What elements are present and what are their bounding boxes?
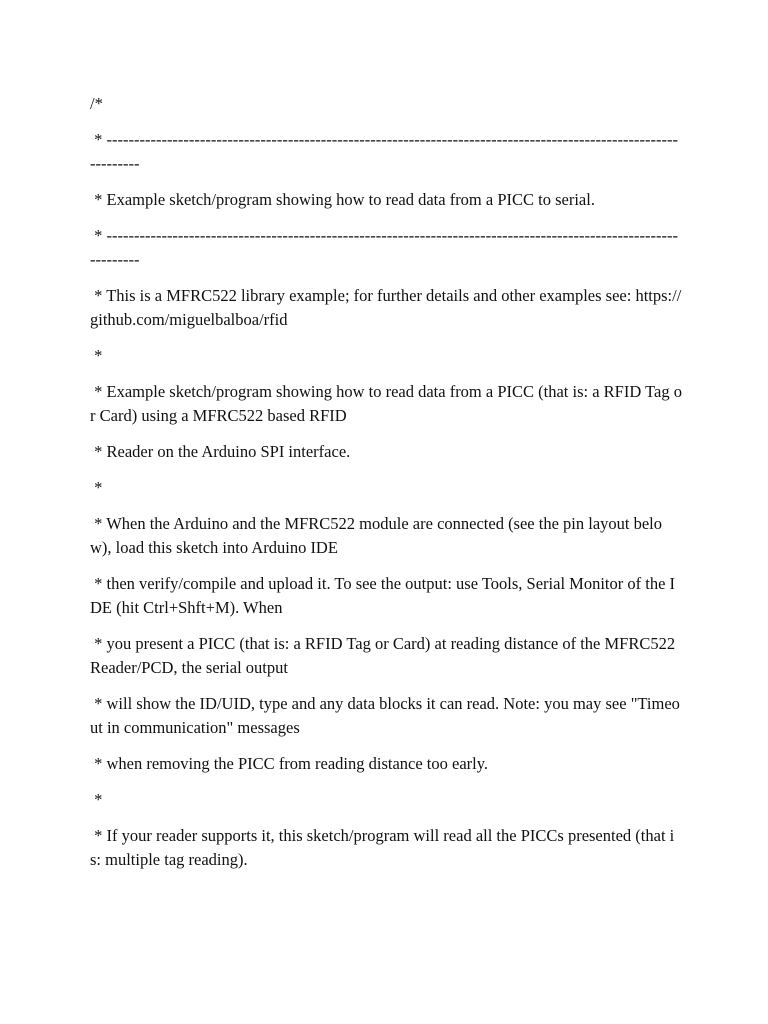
separator-line: * ----------------------------------------------------------------------------------------------------------------- [90,130,678,173]
instruction-line: * you present a PICC (that is: a RFID Tag or Card) at reading distance of the MFRC522 Reader/PCD, the serial output [90,634,680,677]
comment-blank-line: * [90,346,103,365]
multi-tag-note-line: * If your reader supports it, this sketch/program will read all the PICCs presented (that is: multiple tag reading). [90,826,675,869]
instruction-line: * when removing the PICC from reading distance too early. [90,754,489,773]
library-info-line: * This is a MFRC522 library example; for further details and other examples see: https://github.com/miguelbalboa/rfid [90,286,682,329]
description-line: * Example sketch/program showing how to read data from a PICC to serial. [90,190,595,209]
separator-line: * ----------------------------------------------------------------------------------------------------------------- [90,226,678,269]
instruction-line: * will show the ID/UID, type and any data blocks it can read. Note: you may see "Timeout in communication" messages [90,694,680,737]
instruction-line: * then verify/compile and upload it. To see the output: use Tools, Serial Monitor of the IDE (hit Ctrl+Shft+M). When [90,574,676,617]
instruction-line: * When the Arduino and the MFRC522 module are connected (see the pin layout below), load this sketch into Arduino IDE [90,514,663,557]
comment-blank-line: * [90,478,103,497]
document-page [90,92,682,884]
comment-blank-line: * [90,790,103,809]
description-line: * Example sketch/program showing how to read data from a PICC (that is: a RFID Tag or Card) using a MFRC522 based RFID [90,382,682,425]
comment-open-line: /* [90,94,103,113]
description-line: * Reader on the Arduino SPI interface. [90,442,351,461]
